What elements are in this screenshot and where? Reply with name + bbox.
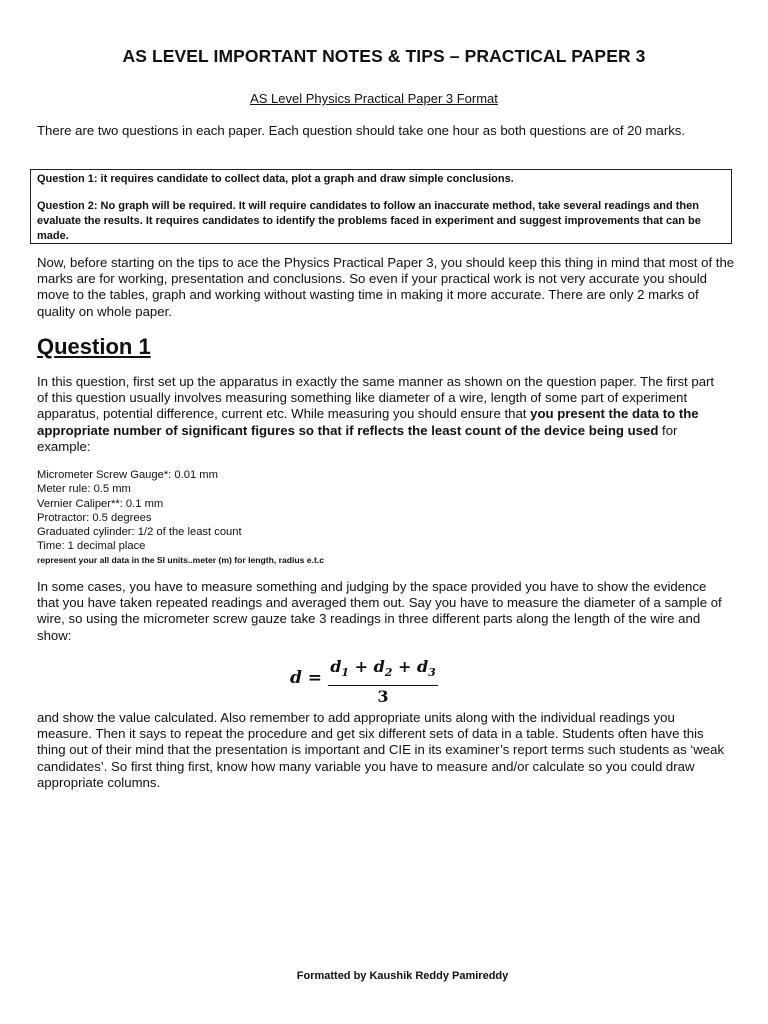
formula-sub: 2 bbox=[384, 666, 393, 680]
question1-paragraph2: In some cases, you have to measure something and judging by the space provided you have to show the evidence that you have taken repeated readings and averaged them out. Say you have to measure the diameter of a sample of wire, so using the micrometer screw gauze take 3 readings in three different parts along the length of the wire and show: bbox=[37, 579, 722, 643]
question1-paragraph1 bbox=[37, 374, 727, 455]
formula-sub: 3 bbox=[428, 666, 436, 680]
list-item: Protractor: 0.5 degrees bbox=[37, 511, 152, 524]
tips-intro-paragraph: Now, before starting on the tips to ace the Physics Practical Paper 3, you should keep this thing in mind that most of the marks are for working, presentation and conclusions. So even if your practical work is not very accurate you should move to the tables, graph and working without wasting time in making it more accurate. There are only 2 marks of quality on whole paper. bbox=[37, 255, 735, 319]
formula-plus: + bbox=[349, 657, 374, 676]
formula-plus: + bbox=[392, 657, 417, 676]
formula-d: d bbox=[330, 657, 342, 676]
formula-lhs: d = bbox=[290, 668, 323, 688]
question1-paragraph1-start: In this question, first set up the apparatus in exactly the same manner as shown on the question paper. The first part of this question usually involves measuring something like diameter of a wire, length of some part of experiment apparatus, potential difference, current etc. While measuring you should ensure that bbox=[37, 374, 715, 422]
si-units-note: represent your all data in the SI units..meter (m) for length, radius e.t.c bbox=[37, 554, 324, 565]
average-diameter-formula bbox=[290, 656, 450, 706]
list-item: Graduated cylinder: 1/2 of the least count bbox=[37, 526, 242, 539]
formula-d: d bbox=[373, 657, 385, 676]
format-box bbox=[30, 169, 732, 244]
page-title: AS LEVEL IMPORTANT NOTES & TIPS – PRACTICAL PAPER 3 bbox=[122, 46, 646, 66]
formula-d: d bbox=[416, 657, 429, 676]
format-question1: Question 1: it requires candidate to collect data, plot a graph and draw simple conclusions. bbox=[37, 173, 514, 185]
fraction-bar bbox=[328, 685, 438, 686]
formula-denominator: 3 bbox=[377, 687, 389, 707]
list-item: Micrometer Screw Gauge*: 0.01 mm bbox=[37, 469, 218, 481]
list-item: Meter rule: 0.5 mm bbox=[37, 483, 131, 496]
least-count-list bbox=[37, 468, 727, 567]
page-subtitle: AS Level Physics Practical Paper 3 Format bbox=[250, 91, 498, 106]
footer-credit: Formatted by Kaushik Reddy Pamireddy bbox=[296, 970, 509, 982]
question1-paragraph1-bold: you present the data to the appropriate number of significant figures so that if reflects the least count of the device being used bbox=[37, 406, 699, 438]
question1-heading: Question 1 bbox=[37, 334, 151, 359]
list-item: Vernier Caliper**: 0.1 mm bbox=[37, 497, 164, 510]
question1-paragraph1-end: for example: bbox=[37, 422, 678, 454]
formula-sub: 1 bbox=[341, 666, 350, 680]
format-question2: Question 2: No graph will be required. It will require candidates to follow an inaccurate method, take several readings and then evaluate the results. It requires candidates to identify the problems faced in experiment and suggest improvements that can be made. bbox=[37, 200, 701, 242]
question1-paragraph3: and show the value calculated. Also remember to add appropriate units along with the individual readings you measure. Then it says to repeat the procedure and get six different sets of data in a table. Students often have this thing out of their mind that the presentation is important and CIE in its examiner’s report terms such students as ‘weak candidates’. So first thing first, know how many variable you have to measure and/or calculate so you could draw appropriate columns. bbox=[37, 710, 725, 790]
intro-paragraph: There are two questions in each paper. Each question should take one hour as both questions are of 20 marks. bbox=[37, 123, 686, 138]
formula-numerator bbox=[328, 656, 438, 684]
list-item: Time: 1 decimal place bbox=[37, 540, 146, 553]
formula-fraction bbox=[328, 656, 438, 706]
